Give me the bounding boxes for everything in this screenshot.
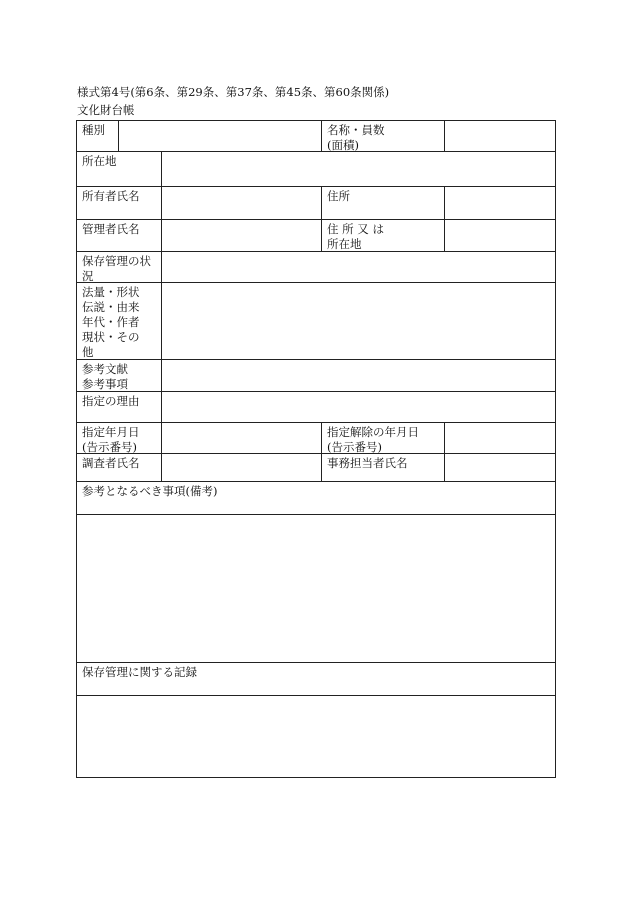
cancellation-date-label: 指定解除の年月日 (告示番号): [327, 425, 419, 454]
manager-label: 管理者氏名: [82, 222, 140, 236]
officer-field[interactable]: [444, 453, 556, 482]
type-field[interactable]: [118, 120, 322, 152]
owner-address-field[interactable]: [444, 186, 556, 220]
type-label: 種別: [82, 123, 105, 137]
investigator-field[interactable]: [161, 453, 322, 482]
investigator-label: 調査者氏名: [82, 456, 140, 470]
record-label-cell: [76, 662, 556, 696]
reason-field[interactable]: [161, 391, 556, 423]
owner-field[interactable]: [161, 186, 322, 220]
remarks-field[interactable]: [76, 514, 556, 663]
preservation-field[interactable]: [161, 251, 556, 283]
officer-label-cell: [321, 453, 445, 482]
record-field[interactable]: [76, 695, 556, 778]
references-field[interactable]: [161, 359, 556, 392]
name-label-cell: [321, 120, 445, 152]
cancellation-date-field[interactable]: [444, 422, 556, 454]
document-title: 文化財台帳: [77, 103, 135, 117]
location-label: 所在地: [82, 154, 117, 168]
location-field[interactable]: [161, 151, 556, 187]
references-label-cell: [76, 359, 162, 392]
details-label: 法量・形状 伝説・由来 年代・作者 現状・その 他: [82, 285, 140, 359]
investigator-label-cell: [76, 453, 162, 482]
officer-label: 事務担当者氏名: [327, 456, 408, 470]
name-label: 名称・員数 (面積): [327, 123, 385, 152]
manager-address-label-cell: [321, 219, 445, 252]
form-reference-number: 様式第4号(第6条、第29条、第37条、第45条、第60条関係): [77, 85, 390, 99]
name-field[interactable]: [444, 120, 556, 152]
cancellation-date-label-cell: [321, 422, 445, 454]
record-label: 保存管理に関する記録: [82, 665, 197, 679]
manager-address-label: 住 所 又 は 所在地: [327, 222, 384, 251]
manager-address-field[interactable]: [444, 219, 556, 252]
designation-date-label: 指定年月日 (告示番号): [82, 425, 140, 454]
designation-date-field[interactable]: [161, 422, 322, 454]
details-label-cell: [76, 282, 162, 360]
location-label-cell: [76, 151, 162, 187]
designation-date-label-cell: [76, 422, 162, 454]
details-field[interactable]: [161, 282, 556, 360]
remarks-label: 参考となるべき事項(備考): [82, 484, 218, 498]
owner-address-label-cell: [321, 186, 445, 220]
references-label: 参考文献 参考事項: [82, 362, 128, 391]
manager-label-cell: [76, 219, 162, 252]
preservation-label: 保存管理の状 況: [82, 254, 151, 283]
manager-field[interactable]: [161, 219, 322, 252]
type-label-cell: [76, 120, 119, 152]
reason-label-cell: [76, 391, 162, 423]
owner-label-cell: [76, 186, 162, 220]
remarks-label-cell: [76, 481, 556, 515]
reason-label: 指定の理由: [82, 394, 140, 408]
owner-address-label: 住所: [327, 189, 350, 203]
preservation-label-cell: [76, 251, 162, 283]
owner-label: 所有者氏名: [82, 189, 140, 203]
